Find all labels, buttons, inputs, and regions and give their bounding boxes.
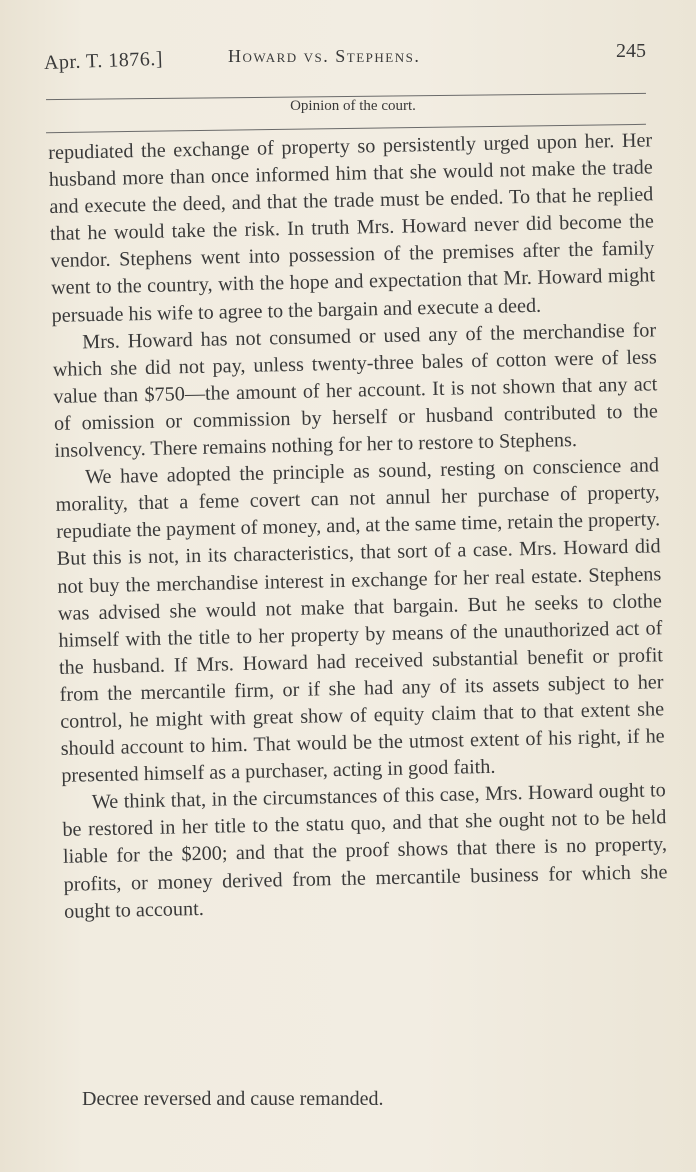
paragraph-4: We think that, in the circumstances of this case, Mrs. Howard ought to be restored in her title to the statu quo, and that she ought not to be held liable for the $200; and that the proof shows that there is no property, profits, or money derived from the mercantile business for which she ought to account. [62, 779, 668, 923]
decree-line: Decree reversed and cause remanded. [82, 1088, 384, 1110]
paragraph-2: Mrs. Howard has not consumed or used any of the merchandise for which she did not pay, unless twenty-three bales of cotton were of less value than $750—the amount of her account. It is not shown that any act of omission or commission by herself or husband contributed to the insolvency. There remains nothing for her to restore to Stephens. [52, 318, 659, 462]
opinion-body [48, 127, 668, 925]
page-number: 245 [616, 40, 646, 62]
case-title: Howard vs. Stephens. [228, 46, 421, 66]
paragraph-1: repudiated the exchange of property so persistently urged upon her. Her husband more than once informed him that she would not make the trade and execute the deed, and that the trade must be ended. To that he replied that he would take the risk. In truth Mrs. Howard never did become the vendor. Stephens went into possession of the premises after the family went to the country, with the hope and expectation that Mr. Howard might persuade his wife to agree to the bargain and execute a deed. [48, 129, 656, 327]
paragraph-3: We have adopted the principle as sound, resting on conscience and morality, that a feme covert can not annul her purchase of property, repudiate the payment of money, and, at the same time, retain the property. But this is not, in its characteristics, that sort of a case. Mrs. Howard did not buy the merchandise interest in exchange for her real estate. Stephens was advised she would not make that bargain. But he seeks to clothe himself with the title to her property by means of the unauthorized act of the husband. If Mrs. Howard had received substantial benefit or profit from the mercantile firm, or if she had any of its assets subject to her control, he might with great show of equity claim that to that extent she should account to him. That would be the utmost extent of his right, if he presented himself as a purchaser, acting in good faith. [55, 454, 665, 788]
running-head [44, 40, 650, 80]
section-heading: Opinion of the court. [290, 98, 416, 114]
term-label: Apr. T. 1876.] [43, 47, 164, 74]
